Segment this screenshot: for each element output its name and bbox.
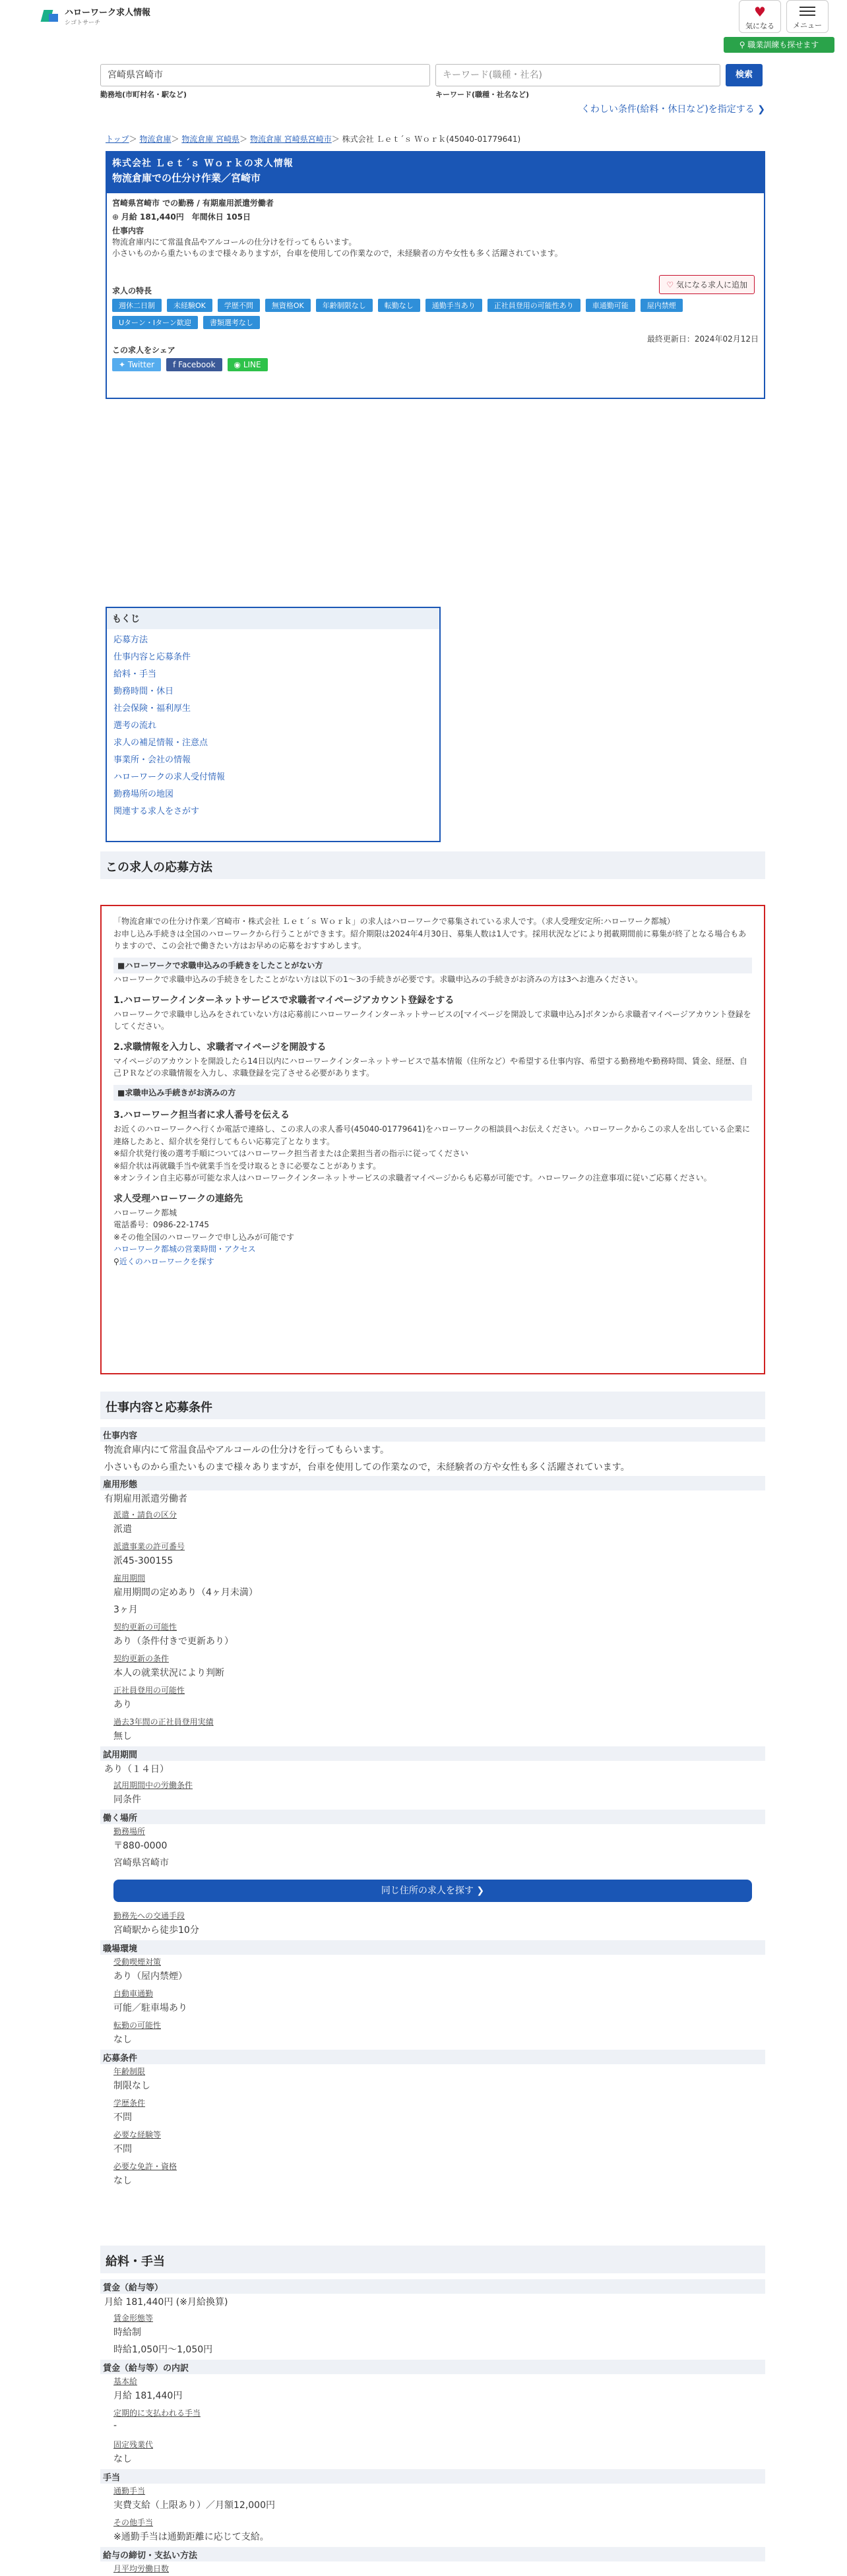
toc-item[interactable]: 求人の補足情報・注意点 — [113, 738, 208, 748]
apply-intro: 「物流倉庫での仕分け作業／宮崎市・株式会社 Ｌｅｔ´ｓ Ｗｏｒｋ」の求人はハローワークで募集されている求人です。（求人受理安定所:ハローワーク都城） — [113, 917, 675, 926]
features-label: 求人の特長 — [112, 286, 152, 295]
field-value: - — [113, 2420, 117, 2431]
field-value: 不問 — [113, 2112, 132, 2123]
field-value: なし — [113, 2176, 132, 2186]
apply-section-heading: この求人の応募方法 — [100, 851, 765, 879]
contact-note: ※その他全国のハローワークで申し込みが可能です — [113, 1232, 295, 1242]
breadcrumb-category[interactable]: 物流倉庫 — [139, 135, 172, 144]
logo-title: ハローワーク求人情報 — [65, 8, 151, 18]
section-group-label: 働く場所 — [100, 1810, 765, 1824]
apply-subheading-done: ■求職申込み手続きがお済みの方 — [113, 1085, 752, 1101]
search-button[interactable]: 検索 — [726, 64, 763, 86]
location-label: 勤務地(市町村名・駅など) — [100, 90, 187, 99]
job-summary-card — [106, 151, 765, 399]
share-facebook-button[interactable] — [166, 358, 222, 371]
toc-title: もくじ — [107, 608, 439, 629]
logo-subtitle: シゴトサーチ — [65, 20, 101, 26]
section-group-label: 仕事内容 — [100, 1427, 765, 1442]
add-favorite-label: 気になる求人に追加 — [675, 280, 747, 290]
field-value: なし — [113, 2035, 132, 2045]
field-value: 時給制 — [113, 2327, 141, 2338]
field-value: 小さいものから重たいものまで様々ありますが，台車を使用しての作業なので，未経験者の方や女性も多く活躍されています。 — [104, 1462, 630, 1473]
toc-item[interactable]: 勤務時間・休日 — [113, 687, 174, 696]
field-value: 派45-300155 — [113, 1556, 173, 1566]
feature-tag[interactable]: 正社員登用の可能性あり — [487, 299, 580, 312]
field-value: あり（条件付きで更新あり） — [113, 1636, 234, 1647]
keyword-input[interactable]: キーワード(職種・社名) — [435, 64, 720, 86]
toc-item[interactable]: 社会保険・福利厚生 — [113, 704, 191, 714]
menu-button[interactable] — [786, 0, 829, 33]
facebook-icon: f — [173, 360, 179, 369]
terms-table — [100, 1427, 765, 2191]
share-line-button[interactable] — [228, 358, 268, 371]
section-group-label: 給与の締切・支払い方法 — [100, 2547, 765, 2561]
field-label[interactable]: その他手当 — [113, 2518, 154, 2527]
twitter-label: Twitter — [127, 360, 155, 369]
apply-subheading-new: ■ハローワークで求職申込みの手続きをしたことがない方 — [113, 958, 752, 974]
feature-tag[interactable]: 書類選考なし — [203, 316, 260, 329]
field-value: 本人の就業状況により判断 — [113, 1668, 224, 1678]
feature-tag[interactable]: 通勤手当あり — [425, 299, 482, 312]
heart-icon: ♥ — [754, 4, 766, 20]
hamburger-icon — [800, 7, 815, 16]
nearby-office-link[interactable]: 近くのハローワークを探す — [119, 1257, 214, 1267]
field-label[interactable]: 転勤の可能性 — [113, 2021, 162, 2030]
feature-tag[interactable]: 年齢制限なし — [316, 299, 373, 312]
field-label[interactable]: 勤務先への交通手段 — [113, 1911, 185, 1920]
breadcrumb-current: 株式会社 Ｌｅｔ´ｓ Ｗｏｒｋ(45040-01779641) — [342, 135, 521, 144]
detail-search-text: くわしい条件(給料・休日など)を指定する — [580, 104, 755, 115]
field-label[interactable]: 契約更新の可能性 — [113, 1622, 177, 1632]
field-value: 可能／駐車場あり — [113, 2003, 187, 2013]
location-input[interactable]: 宮崎県宮崎市 — [100, 64, 430, 86]
favorites-label: 気になる — [745, 22, 774, 30]
toc-item[interactable]: 事業所・会社の情報 — [113, 755, 191, 765]
section-group-label: 試用期間 — [100, 1746, 765, 1761]
facebook-label: Facebook — [178, 360, 216, 369]
contact-office: ハローワーク都城 — [113, 1208, 177, 1217]
field-value: 宮崎県宮崎市 — [113, 1858, 169, 1868]
toc-item[interactable]: ハローワークの求人受付情報 — [113, 772, 226, 782]
apply-note-1: ※紹介状発行後の選考手順についてはハローワーク担当者または企業担当者の指示に従ってください — [113, 1149, 468, 1159]
toc-item[interactable]: 給料・手当 — [113, 669, 157, 679]
field-label[interactable]: 派遣・請負の区分 — [113, 1510, 177, 1519]
section-group-label: 賃金（給与等） — [100, 2279, 765, 2294]
content-line-1: 物流倉庫内にて常温食品やアルコールの仕分けを行ってもらいます。 — [112, 237, 357, 247]
menu-label: メニュー — [793, 21, 822, 30]
field-value: 〒880-0000 — [113, 1841, 168, 1851]
feature-tag[interactable]: 週休二日制 — [112, 299, 162, 312]
toc-item[interactable]: 仕事内容と応募条件 — [113, 652, 191, 662]
field-value: あり（１４日） — [104, 1764, 169, 1775]
field-label[interactable]: 通勤手当 — [113, 2486, 146, 2496]
field-value: 時給1,050円〜1,050円 — [113, 2345, 213, 2355]
keyword-label: キーワード(職種・社名など) — [435, 90, 530, 99]
chevron-right-icon: ❯ — [757, 104, 765, 115]
contact-heading: 求人受理ハローワークの連絡先 — [113, 1193, 243, 1204]
field-value: なし — [113, 2454, 132, 2465]
apply-method-box — [100, 905, 765, 1374]
line-icon: ◉ — [234, 360, 243, 369]
content-label: 仕事内容 — [112, 226, 144, 235]
apply-step-2: 2.求職情報を入力し、求職者マイページを開設する — [113, 1041, 327, 1053]
field-label[interactable]: 定期的に支払われる手当 — [113, 2408, 201, 2418]
heart-outline-icon: ♡ — [666, 280, 676, 290]
table-of-contents — [106, 607, 441, 842]
share-label: この求人をシェア — [112, 346, 175, 355]
search-icon: ⚲ — [739, 40, 748, 49]
field-value: 物流倉庫内にて常温食品やアルコールの仕分けを行ってもらいます。 — [104, 1445, 390, 1456]
apply-step-1: 1.ハローワークインターネットサービスで求職者マイページアカウント登録をする — [113, 995, 455, 1006]
field-value: あり（屋内禁煙） — [113, 1971, 187, 1982]
toc-item[interactable]: 選考の流れ — [113, 721, 157, 731]
apply-deadline: お申し込み手続きは全国のハローワークから行うことができます。紹介期限は2024年4月30日、募集人数は1人です。採用状況などにより掲載期間前に募集が終了となる場合もありますので、この会社で働きたい方はお早めの応募をおすすめします。 — [113, 929, 747, 951]
field-label[interactable]: 年齢制限 — [113, 2067, 146, 2076]
breadcrumb: トップ＞ 物流倉庫＞ 物流倉庫 宮崎県＞ 物流倉庫 宮崎県宮崎市＞ 株式会社 Ｌｅｔ´ｓ Ｗｏｒｋ(45040-01779641) — [106, 135, 521, 144]
feature-tag[interactable]: 無資格OK — [265, 299, 311, 312]
terms-section-heading: 仕事内容と応募条件 — [100, 1392, 765, 1419]
salary-text: 月給 181,440円 — [121, 212, 184, 222]
company-name: 株式会社 Ｌｅｔ´ｓ Ｗｏｒｋの求人情報 — [112, 158, 294, 169]
feature-tag[interactable]: 学歴不問 — [218, 299, 260, 312]
salary-section-heading: 給料・手当 — [100, 2246, 765, 2273]
apply-step-2-text: マイページのアカウントを開設したら14日以内にハローワークインターネットサービスで基本情報（住所など）や希望する仕事内容、希望する勤務地や勤務時間、賃金、経歴、自己ＰＲなどの求職情報を入力し、求職登録を完了させる必要があります。 — [113, 1056, 747, 1078]
section-group-label: 雇用形態 — [100, 1476, 765, 1490]
site-logo[interactable] — [41, 5, 150, 26]
same-address-jobs-button[interactable]: 同じ住所の求人を探す ❯ — [113, 1880, 752, 1902]
apply-note-3: ※オンライン自主応募が可能な求人はハローワークインターネットサービスの求職者マイページからも応募が可能です。ハローワークの注意事項に従いご応募ください。 — [113, 1173, 712, 1183]
twitter-icon: ✦ — [119, 360, 128, 369]
field-value: あり — [113, 1700, 132, 1710]
feature-tag[interactable]: 車通勤可能 — [586, 299, 635, 312]
field-label[interactable]: 自動車通勤 — [113, 1989, 154, 1998]
field-label[interactable]: 固定残業代 — [113, 2440, 154, 2449]
field-value: 有期雇用派遣労働者 — [104, 1494, 187, 1504]
logo-icon — [41, 7, 61, 24]
search-icon: ⚲ — [113, 1257, 119, 1267]
field-label[interactable]: 受動喫煙対策 — [113, 1957, 162, 1967]
section-group-label: 職場環境 — [100, 1940, 765, 1955]
field-value: 実費支給（上限あり）／月額12,000円 — [113, 2500, 275, 2511]
feature-tag[interactable]: 転勤なし — [378, 299, 420, 312]
site-header — [0, 0, 847, 51]
field-label[interactable]: 過去3年間の正社員登用実績 — [113, 1717, 214, 1727]
apply-step-3-text: お近くのハローワークへ行くか電話で連絡し、この求人の求人番号(45040-01779641)をハローワークの相談員へお伝えください。ハローワークからこの求人を出している企業に連絡したあと、紹介状を発行してもらい応募完了となります。 — [113, 1124, 750, 1146]
content-line-2: 小さいものから重たいものまで様々ありますが，台車を使用しての作業なので，未経験者の方や女性も多く活躍されています。 — [112, 249, 563, 258]
feature-tag[interactable]: 未経験OK — [167, 299, 212, 312]
holidays-text: 年間休日 105日 — [191, 212, 251, 222]
office-access-link[interactable]: ハローワーク都城の営業時間・アクセス — [113, 1244, 256, 1254]
contact-phone: 電話番号：0986-22-1745 — [113, 1220, 210, 1230]
share-twitter-button[interactable] — [112, 358, 161, 371]
feature-tag[interactable]: 屋内禁煙 — [641, 299, 683, 312]
field-label[interactable]: 学歴条件 — [113, 2099, 146, 2108]
field-label[interactable]: 必要な経験等 — [113, 2130, 162, 2139]
field-value: 月給 181,440円 (※月給換算) — [104, 2297, 228, 2308]
field-value: 派遣 — [113, 1524, 132, 1535]
section-group-label: 手当 — [100, 2469, 765, 2484]
field-label[interactable]: 雇用期間 — [113, 1574, 146, 1583]
toc-item[interactable]: 関連する求人をさがす — [113, 807, 200, 816]
field-label[interactable]: 必要な免許・資格 — [113, 2162, 177, 2171]
employment-info: 宮崎県宮崎市 での勤務 / 有期雇用派遣労働者 — [112, 199, 274, 208]
share-buttons — [112, 358, 759, 371]
updated-date: 最終更新日：2024年02月12日 — [646, 334, 759, 344]
apply-note-2: ※紹介状は再就職手当や就業手当を受け取るときに必要なことがあります。 — [113, 1161, 381, 1171]
field-value: 宮崎駅から徒歩10分 — [113, 1925, 199, 1936]
field-value: 不問 — [113, 2144, 132, 2155]
section-group-label: 応募条件 — [100, 2050, 765, 2064]
toc-item[interactable]: 勤務場所の地図 — [113, 789, 174, 799]
yen-icon: ⊕ — [112, 212, 121, 222]
field-label[interactable]: 賃金形態等 — [113, 2314, 154, 2323]
feature-tags — [112, 299, 745, 329]
field-label[interactable]: 契約更新の条件 — [113, 1654, 170, 1663]
field-label[interactable]: 勤務場所 — [113, 1827, 146, 1836]
line-label: LINE — [243, 360, 261, 369]
training-search-button[interactable] — [724, 37, 834, 53]
field-label[interactable]: 正社員登用の可能性 — [113, 1686, 185, 1695]
field-value: 無し — [113, 1731, 132, 1742]
section-group-label: 賃金（給与等）の内訳 — [100, 2360, 765, 2374]
feature-tag[interactable]: Uターン・Iターン歓迎 — [112, 316, 198, 329]
breadcrumb-city[interactable]: 物流倉庫 宮崎県宮崎市 — [249, 135, 332, 144]
breadcrumb-top[interactable]: トップ — [106, 135, 129, 144]
job-title: 物流倉庫での仕分け作業／宮崎市 — [112, 172, 261, 184]
field-label[interactable]: 派遣事業の許可番号 — [113, 1542, 185, 1551]
detail-search-link[interactable] — [100, 102, 765, 115]
salary-table — [100, 2279, 765, 2576]
field-value: 3ヶ月 — [113, 1605, 138, 1615]
search-panel — [100, 64, 765, 115]
field-label[interactable]: 基本給 — [113, 2377, 138, 2386]
toc-item[interactable]: 応募方法 — [113, 635, 148, 645]
breadcrumb-prefecture[interactable]: 物流倉庫 宮崎県 — [181, 135, 240, 144]
apply-step-1-text: ハローワークで求職申し込みをされていない方は応募前にハローワークインターネットサービスの[マイページを開設して求職申込み]ボタンから求職者マイページアカウント登録をしてください。 — [113, 1009, 751, 1031]
field-value: 雇用期間の定めあり（4ヶ月未満） — [113, 1587, 258, 1598]
field-label[interactable]: 月平均労働日数 — [113, 2564, 170, 2573]
field-value: 月給 181,440円 — [113, 2391, 183, 2401]
field-value: 制限なし — [113, 2081, 150, 2091]
add-favorite-button[interactable] — [659, 275, 755, 294]
training-label: 職業訓練も探せます — [747, 40, 819, 49]
apply-step-3: 3.ハローワーク担当者に求人番号を伝える — [113, 1110, 290, 1121]
field-value: ※通勤手当は通勤距離に応じて支給。 — [113, 2532, 269, 2542]
field-label[interactable]: 試用期間中の労働条件 — [113, 1781, 193, 1790]
favorites-button[interactable] — [739, 0, 781, 33]
field-value: 同条件 — [113, 1794, 141, 1805]
apply-new-text: ハローワークで求職申込みの手続きをしたことがない方は以下の1〜3の手続きが必要です。求職申込みの手続きがお済みの方は3へお進みください。 — [113, 975, 643, 985]
